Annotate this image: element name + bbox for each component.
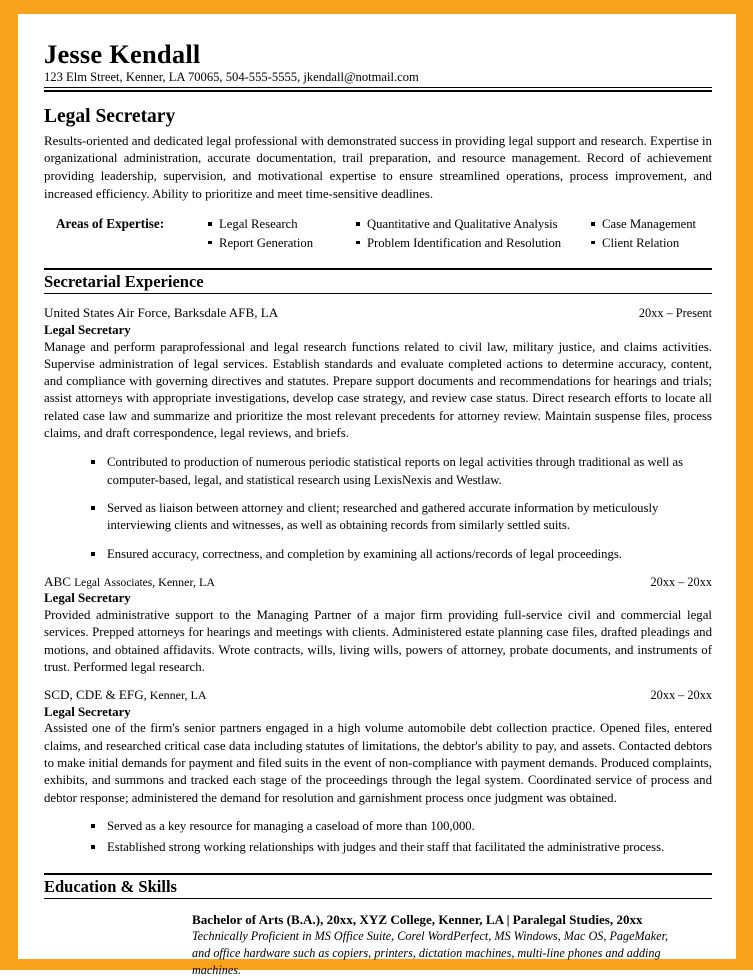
target-job-title: Legal Secretary <box>44 106 176 128</box>
experience-section-header <box>44 268 712 294</box>
experience-entry <box>44 574 712 676</box>
experience-section-title: Secretarial Experience <box>44 271 204 291</box>
employer-location: , Kenner, LA <box>143 688 207 703</box>
areas-of-expertise <box>44 215 712 252</box>
job-achievements <box>44 454 712 562</box>
job-description: Assisted one of the firm's senior partners engaged in a high volume automobile debt collection practice. Opened files, entered claims, and researched critical case data including statutes of limitations, the debtor's ability to pay, and assets. Contacted debtors to make initial demands for payment and filed suits in the event of non-compliance with payment demands. Produced complaints, exhibits, and summons and tracked each stage of the proceedings through the legal system. Coordinated service of process and debtor response; administered the demand for resolution and garnishment process once judgment was obtained. <box>44 721 712 805</box>
employer-name-main: SCD, CDE & EFG <box>44 687 144 703</box>
employment-dates: 20xx – 20xx <box>650 574 712 589</box>
job-role: Legal Secretary <box>44 591 131 606</box>
header-divider <box>44 90 712 92</box>
job-achievements <box>44 818 712 857</box>
employer-name-main: ABC <box>44 573 71 589</box>
employment-dates: 20xx – 20xx <box>650 688 712 703</box>
expertise-column-2 <box>356 215 591 252</box>
education-details <box>44 911 712 979</box>
employer-name-smallcaps: Legal <box>74 576 101 589</box>
areas-of-expertise-label: Areas of Expertise: <box>56 216 165 232</box>
employer-location: , Kenner, LA <box>152 574 215 589</box>
resume-header <box>44 40 712 92</box>
expertise-item: Legal Research <box>208 215 356 233</box>
candidate-name: Jesse Kendall <box>44 39 201 69</box>
employer-name <box>44 574 215 590</box>
expertise-item: Case Management <box>591 215 696 233</box>
expertise-column-1 <box>208 215 356 252</box>
expertise-column-3 <box>591 215 696 252</box>
expertise-item: Report Generation <box>208 234 356 252</box>
expertise-item: Quantitative and Qualitative Analysis <box>356 215 591 233</box>
education-section-title: Education & Skills <box>44 876 177 896</box>
employer-name: United States Air Force, Barksdale AFB, LA <box>44 305 279 321</box>
resume-page <box>18 14 736 977</box>
skills-line: and office hardware such as copiers, printers, dictation machines, multi-line phones and adding machines. <box>192 945 661 977</box>
job-description: Manage and perform paraprofessional and legal research functions related to civil law, military justice, and claims activities. Supervise administration of legal services. Establish standards and evaluate completed actions to determine accuracy, content, and compliance with governing directives and statutes. Prepare support documents and recommendations for hearings and trials; assist attorneys with appropriate investigations, develop case strategy, and review case status. Direct research efforts to locate all related case law and summarize and prioritize the most relevant precedents for attorney review. Maintain suspense files, process claims, and draft correspondence, legal reviews, and briefs. <box>44 339 712 441</box>
employer-name <box>44 687 207 703</box>
job-description: Provided administrative support to the Managing Partner of a major firm providing full-service civil and commercial legal services. Prepped attorneys for hearings and meetings with clients. Administered estate planning case files, drafted pleadings and motions, and obtained affidavits. Wrote contracts, wills, living wills, powers of attorney, probate documents, and instruments of trust. Performed legal research. <box>44 607 712 674</box>
expertise-item: Problem Identification and Resolution <box>356 234 591 252</box>
employer-name-smallcaps: Associates <box>103 576 153 589</box>
expertise-item: Client Relation <box>591 234 696 252</box>
achievement-item: Contributed to production of numerous periodic statistical reports on legal activities through traditional as well as computer-based, legal, and statistical research using LexisNexis and Westlaw. <box>89 454 712 489</box>
education-section <box>44 873 712 979</box>
experience-entry <box>44 687 712 856</box>
education-degree: Bachelor of Arts (B.A.), 20xx, XYZ College, Kenner, LA | Paralegal Studies, 20xx <box>192 912 643 927</box>
achievement-item: Served as a key resource for managing a caseload of more than 100,000. <box>89 818 712 835</box>
education-section-header <box>44 873 712 899</box>
experience-section <box>44 268 712 857</box>
job-role: Legal Secretary <box>44 704 131 719</box>
employment-dates: 20xx – Present <box>638 306 712 321</box>
experience-entry <box>44 305 712 562</box>
job-role: Legal Secretary <box>44 322 131 337</box>
achievement-item: Established strong working relationships with judges and their staff that facilitated the administrative process. <box>89 839 712 856</box>
skills-line: Technically Proficient in MS Office Suite, Corel WordPerfect, MS Windows, Mac OS, PageMaker, <box>192 929 669 944</box>
professional-summary: Results-oriented and dedicated legal professional with demonstrated success in providing legal support and research. Expertise in organizational administration, accurate documentation, trail preparation, and resource management. Record of achievement providing leadership, supervision, and motivational expertise to ensure streamlined operations, process improvement, and increased efficiency. Ability to prioritize and meet time-sensitive deadlines. <box>44 133 712 201</box>
achievement-item: Served as liaison between attorney and client; researched and gathered accurate information by meticulously interviewing clients and witnesses, as well as obtaining records from similarly settled suits. <box>89 500 712 535</box>
contact-line: 123 Elm Street, Kenner, LA 70065, 504-555-5555, jkendall@notmail.com <box>44 70 712 88</box>
achievement-item: Ensured accuracy, correctness, and completion by examining all actions/records of legal proceedings. <box>89 546 712 563</box>
